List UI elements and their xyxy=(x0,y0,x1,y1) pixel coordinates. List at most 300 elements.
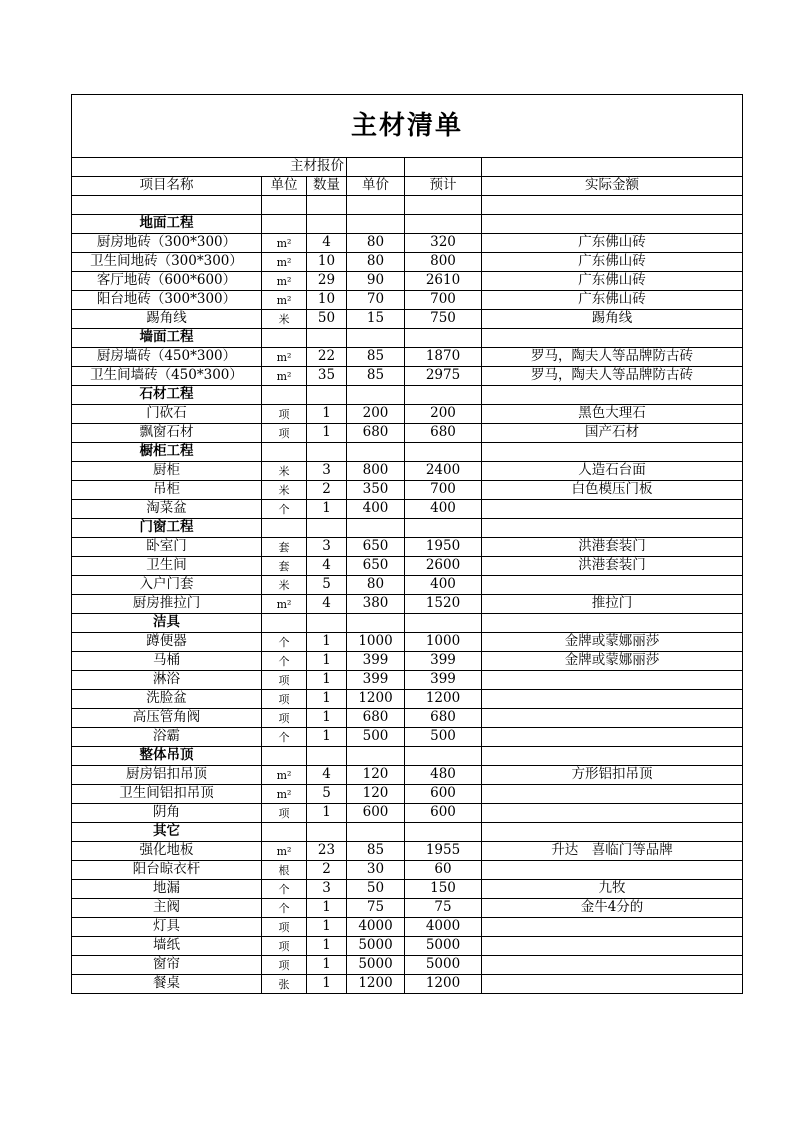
cell-qty: 3 xyxy=(307,462,347,481)
table-row xyxy=(72,538,743,557)
cell-note: 罗马，陶夫人等品牌防古砖 xyxy=(482,348,743,367)
cell-note: 金牌或蒙娜丽莎 xyxy=(482,633,743,652)
header-unit: 单位 xyxy=(262,177,307,196)
cell-note xyxy=(482,500,743,519)
cell-estimate: 399 xyxy=(405,652,482,671)
cell-price: 4000 xyxy=(347,918,405,937)
table-row xyxy=(72,367,743,386)
section-row xyxy=(72,519,743,538)
quote-label: 主材报价 xyxy=(72,158,347,177)
cell-estimate xyxy=(405,443,482,462)
cell-price: 1200 xyxy=(347,975,405,994)
cell-price: 600 xyxy=(347,804,405,823)
header-estimate: 预计 xyxy=(405,177,482,196)
table-row xyxy=(72,652,743,671)
cell-estimate: 600 xyxy=(405,804,482,823)
table-row xyxy=(72,728,743,747)
cell-name: 入户门套 xyxy=(72,576,262,595)
cell-name xyxy=(72,196,262,215)
section-row xyxy=(72,823,743,842)
cell-unit: m² xyxy=(262,766,307,785)
cell-qty: 1 xyxy=(307,500,347,519)
cell-qty: 1 xyxy=(307,690,347,709)
cell-price xyxy=(347,747,405,766)
header-actual: 实际金额 xyxy=(482,177,743,196)
cell-unit: 根 xyxy=(262,861,307,880)
table-row xyxy=(72,557,743,576)
cell-unit: 米 xyxy=(262,310,307,329)
cell-price: 80 xyxy=(347,234,405,253)
cell-note xyxy=(482,709,743,728)
table-row xyxy=(72,405,743,424)
section-title: 其它 xyxy=(72,823,262,842)
cell-qty: 5 xyxy=(307,576,347,595)
cell-estimate: 480 xyxy=(405,766,482,785)
cell-qty: 10 xyxy=(307,291,347,310)
cell-estimate: 320 xyxy=(405,234,482,253)
cell-price: 80 xyxy=(347,576,405,595)
cell-price xyxy=(347,443,405,462)
cell-name: 厨房推拉门 xyxy=(72,595,262,614)
section-title: 石材工程 xyxy=(72,386,262,405)
cell-qty xyxy=(307,823,347,842)
cell-name: 飘窗石材 xyxy=(72,424,262,443)
title-row xyxy=(72,95,743,158)
cell-qty: 1 xyxy=(307,918,347,937)
cell-qty: 3 xyxy=(307,880,347,899)
table-row xyxy=(72,880,743,899)
cell-name: 地漏 xyxy=(72,880,262,899)
cell-unit: 套 xyxy=(262,538,307,557)
table-row xyxy=(72,462,743,481)
cell-name: 马桶 xyxy=(72,652,262,671)
cell-qty xyxy=(307,386,347,405)
cell-estimate: 700 xyxy=(405,291,482,310)
cell-qty: 1 xyxy=(307,633,347,652)
cell-estimate: 399 xyxy=(405,671,482,690)
cell-price: 30 xyxy=(347,861,405,880)
cell-qty: 1 xyxy=(307,424,347,443)
cell-name: 墙纸 xyxy=(72,937,262,956)
cell-note: 广东佛山砖 xyxy=(482,234,743,253)
table-row xyxy=(72,595,743,614)
cell-unit: m² xyxy=(262,367,307,386)
cell-price xyxy=(347,823,405,842)
cell-qty: 1 xyxy=(307,671,347,690)
cell-note: 洪港套装门 xyxy=(482,557,743,576)
cell-unit xyxy=(262,443,307,462)
table-row xyxy=(72,956,743,975)
cell-qty: 1 xyxy=(307,899,347,918)
cell-name: 窗帘 xyxy=(72,956,262,975)
cell-price: 85 xyxy=(347,348,405,367)
cell-price: 1000 xyxy=(347,633,405,652)
cell-qty: 1 xyxy=(307,975,347,994)
cell-note: 推拉门 xyxy=(482,595,743,614)
cell-estimate xyxy=(405,386,482,405)
cell-unit: 项 xyxy=(262,671,307,690)
cell-qty: 23 xyxy=(307,842,347,861)
cell-note: 洪港套装门 xyxy=(482,538,743,557)
cell-unit: m² xyxy=(262,785,307,804)
cell-estimate: 60 xyxy=(405,861,482,880)
cell-unit: m² xyxy=(262,272,307,291)
cell-price xyxy=(347,519,405,538)
cell-qty: 2 xyxy=(307,861,347,880)
section-title: 洁具 xyxy=(72,614,262,633)
section-title: 地面工程 xyxy=(72,215,262,234)
table-row xyxy=(72,690,743,709)
cell-unit: 个 xyxy=(262,500,307,519)
cell-price: 120 xyxy=(347,766,405,785)
cell-qty: 1 xyxy=(307,804,347,823)
section-row xyxy=(72,614,743,633)
cell-unit: 个 xyxy=(262,633,307,652)
header-price: 单价 xyxy=(347,177,405,196)
cell-price: 50 xyxy=(347,880,405,899)
cell-qty: 1 xyxy=(307,956,347,975)
section-row xyxy=(72,747,743,766)
cell-unit: m² xyxy=(262,595,307,614)
sheet-title: 主材清单 xyxy=(72,95,743,158)
cell-qty: 2 xyxy=(307,481,347,500)
cell-name: 阴角 xyxy=(72,804,262,823)
cell-unit: 套 xyxy=(262,557,307,576)
cell-note xyxy=(482,519,743,538)
cell-name: 厨房地砖（300*300） xyxy=(72,234,262,253)
cell-price: 650 xyxy=(347,538,405,557)
cell-estimate: 600 xyxy=(405,785,482,804)
cell-estimate: 750 xyxy=(405,310,482,329)
cell-qty xyxy=(307,215,347,234)
cell-price: 85 xyxy=(347,842,405,861)
table-row xyxy=(72,310,743,329)
cell-estimate: 2610 xyxy=(405,272,482,291)
cell-qty: 1 xyxy=(307,652,347,671)
cell-note: 罗马，陶夫人等品牌防古砖 xyxy=(482,367,743,386)
cell-name: 浴霸 xyxy=(72,728,262,747)
table-row xyxy=(72,348,743,367)
cell-unit xyxy=(262,823,307,842)
cell-note xyxy=(482,671,743,690)
cell-estimate: 500 xyxy=(405,728,482,747)
cell-name: 门砍石 xyxy=(72,405,262,424)
cell-note xyxy=(482,329,743,348)
cell-note xyxy=(482,747,743,766)
table-row xyxy=(72,709,743,728)
cell-unit: 米 xyxy=(262,481,307,500)
cell-name: 厨柜 xyxy=(72,462,262,481)
cell-price xyxy=(347,386,405,405)
cell-price xyxy=(347,329,405,348)
section-row xyxy=(72,443,743,462)
cell-note xyxy=(482,215,743,234)
cell-note xyxy=(482,196,743,215)
cell-price: 80 xyxy=(347,253,405,272)
header-row xyxy=(72,177,743,196)
quote-row xyxy=(72,158,743,177)
cell-qty: 4 xyxy=(307,234,347,253)
cell-note: 金牛4分的 xyxy=(482,899,743,918)
cell-price: 200 xyxy=(347,405,405,424)
cell-price: 350 xyxy=(347,481,405,500)
cell-price: 5000 xyxy=(347,956,405,975)
cell-qty xyxy=(307,329,347,348)
table-row xyxy=(72,975,743,994)
cell-note xyxy=(482,690,743,709)
cell-price: 15 xyxy=(347,310,405,329)
cell-note xyxy=(482,956,743,975)
cell-unit: 项 xyxy=(262,804,307,823)
cell-estimate: 5000 xyxy=(405,956,482,975)
table-row xyxy=(72,671,743,690)
cell-note xyxy=(482,937,743,956)
cell-price: 70 xyxy=(347,291,405,310)
table-row xyxy=(72,899,743,918)
cell-estimate: 1870 xyxy=(405,348,482,367)
table-row xyxy=(72,804,743,823)
quote-cell xyxy=(405,158,482,177)
cell-note xyxy=(482,804,743,823)
cell-note: 金牌或蒙娜丽莎 xyxy=(482,652,743,671)
cell-unit xyxy=(262,196,307,215)
cell-qty: 1 xyxy=(307,728,347,747)
cell-unit: 项 xyxy=(262,956,307,975)
cell-name: 厨房铝扣吊顶 xyxy=(72,766,262,785)
cell-price: 500 xyxy=(347,728,405,747)
cell-name: 踢角线 xyxy=(72,310,262,329)
cell-price: 5000 xyxy=(347,937,405,956)
cell-note xyxy=(482,975,743,994)
material-list-table xyxy=(71,94,743,994)
cell-estimate xyxy=(405,823,482,842)
cell-estimate: 1520 xyxy=(405,595,482,614)
cell-note: 国产石材 xyxy=(482,424,743,443)
table-row xyxy=(72,842,743,861)
table-row xyxy=(72,234,743,253)
cell-estimate: 400 xyxy=(405,500,482,519)
cell-unit: 项 xyxy=(262,424,307,443)
header-name: 项目名称 xyxy=(72,177,262,196)
cell-name: 卫生间地砖（300*300） xyxy=(72,253,262,272)
table-row xyxy=(72,500,743,519)
cell-price xyxy=(347,196,405,215)
cell-qty xyxy=(307,747,347,766)
cell-price xyxy=(347,215,405,234)
cell-estimate: 1955 xyxy=(405,842,482,861)
cell-note: 方形铝扣吊顶 xyxy=(482,766,743,785)
cell-qty: 1 xyxy=(307,405,347,424)
cell-name: 厨房墙砖（450*300） xyxy=(72,348,262,367)
table-row xyxy=(72,424,743,443)
cell-unit: m² xyxy=(262,291,307,310)
cell-note: 白色模压门板 xyxy=(482,481,743,500)
cell-qty: 22 xyxy=(307,348,347,367)
cell-unit: 个 xyxy=(262,652,307,671)
cell-note xyxy=(482,918,743,937)
cell-estimate: 2400 xyxy=(405,462,482,481)
cell-note xyxy=(482,386,743,405)
cell-unit: 张 xyxy=(262,975,307,994)
cell-qty xyxy=(307,519,347,538)
cell-name: 强化地板 xyxy=(72,842,262,861)
cell-unit xyxy=(262,614,307,633)
cell-qty: 1 xyxy=(307,709,347,728)
cell-price: 90 xyxy=(347,272,405,291)
cell-price: 1200 xyxy=(347,690,405,709)
cell-price xyxy=(347,614,405,633)
cell-estimate: 75 xyxy=(405,899,482,918)
cell-name: 阳台地砖（300*300） xyxy=(72,291,262,310)
cell-name: 高压管角阀 xyxy=(72,709,262,728)
cell-qty: 3 xyxy=(307,538,347,557)
cell-qty xyxy=(307,614,347,633)
cell-qty: 4 xyxy=(307,595,347,614)
cell-unit: 项 xyxy=(262,690,307,709)
cell-note xyxy=(482,728,743,747)
cell-estimate: 150 xyxy=(405,880,482,899)
cell-estimate xyxy=(405,614,482,633)
cell-name: 卫生间墙砖（450*300） xyxy=(72,367,262,386)
cell-name: 餐桌 xyxy=(72,975,262,994)
cell-unit: 个 xyxy=(262,880,307,899)
table-row xyxy=(72,633,743,652)
cell-qty: 4 xyxy=(307,766,347,785)
cell-estimate xyxy=(405,747,482,766)
cell-qty xyxy=(307,196,347,215)
cell-price: 75 xyxy=(347,899,405,918)
section-title: 门窗工程 xyxy=(72,519,262,538)
cell-qty: 5 xyxy=(307,785,347,804)
cell-unit: m² xyxy=(262,842,307,861)
cell-estimate: 2600 xyxy=(405,557,482,576)
table-row xyxy=(72,576,743,595)
cell-name: 卫生间 xyxy=(72,557,262,576)
cell-note: 踢角线 xyxy=(482,310,743,329)
cell-estimate: 700 xyxy=(405,481,482,500)
table-row xyxy=(72,937,743,956)
cell-name: 灯具 xyxy=(72,918,262,937)
cell-note: 广东佛山砖 xyxy=(482,253,743,272)
cell-note: 升达 喜临门等品牌 xyxy=(482,842,743,861)
section-row xyxy=(72,386,743,405)
cell-estimate: 680 xyxy=(405,424,482,443)
section-title: 墙面工程 xyxy=(72,329,262,348)
cell-unit: m² xyxy=(262,234,307,253)
table-row xyxy=(72,253,743,272)
cell-unit: m² xyxy=(262,348,307,367)
quote-cell xyxy=(347,158,405,177)
cell-note: 黑色大理石 xyxy=(482,405,743,424)
cell-price: 800 xyxy=(347,462,405,481)
cell-qty: 4 xyxy=(307,557,347,576)
cell-note xyxy=(482,861,743,880)
cell-price: 399 xyxy=(347,652,405,671)
cell-note xyxy=(482,443,743,462)
cell-unit: 个 xyxy=(262,899,307,918)
cell-unit: 项 xyxy=(262,709,307,728)
section-title: 整体吊顶 xyxy=(72,747,262,766)
cell-estimate: 1200 xyxy=(405,690,482,709)
table-row xyxy=(72,272,743,291)
cell-unit: 项 xyxy=(262,937,307,956)
cell-name: 客厅地砖（600*600） xyxy=(72,272,262,291)
cell-estimate xyxy=(405,519,482,538)
cell-estimate: 800 xyxy=(405,253,482,272)
cell-estimate xyxy=(405,196,482,215)
table-row xyxy=(72,291,743,310)
cell-unit: 米 xyxy=(262,462,307,481)
cell-note: 广东佛山砖 xyxy=(482,291,743,310)
cell-name: 淋浴 xyxy=(72,671,262,690)
cell-unit xyxy=(262,215,307,234)
cell-unit xyxy=(262,747,307,766)
cell-name: 主阀 xyxy=(72,899,262,918)
cell-qty xyxy=(307,443,347,462)
cell-unit xyxy=(262,386,307,405)
cell-estimate: 2975 xyxy=(405,367,482,386)
cell-unit xyxy=(262,329,307,348)
cell-note: 广东佛山砖 xyxy=(482,272,743,291)
cell-note xyxy=(482,785,743,804)
cell-note: 人造石台面 xyxy=(482,462,743,481)
cell-estimate: 5000 xyxy=(405,937,482,956)
cell-price: 650 xyxy=(347,557,405,576)
cell-price: 400 xyxy=(347,500,405,519)
cell-unit xyxy=(262,519,307,538)
cell-unit: m² xyxy=(262,253,307,272)
cell-qty: 1 xyxy=(307,937,347,956)
section-row xyxy=(72,329,743,348)
cell-note xyxy=(482,614,743,633)
cell-estimate: 400 xyxy=(405,576,482,595)
cell-qty: 50 xyxy=(307,310,347,329)
table-row xyxy=(72,785,743,804)
cell-qty: 10 xyxy=(307,253,347,272)
cell-name: 卧室门 xyxy=(72,538,262,557)
cell-estimate xyxy=(405,215,482,234)
cell-note xyxy=(482,576,743,595)
cell-unit: 米 xyxy=(262,576,307,595)
cell-price: 380 xyxy=(347,595,405,614)
blank-row xyxy=(72,196,743,215)
cell-qty: 35 xyxy=(307,367,347,386)
cell-price: 680 xyxy=(347,709,405,728)
cell-estimate: 1950 xyxy=(405,538,482,557)
cell-unit: 项 xyxy=(262,405,307,424)
cell-name: 吊柜 xyxy=(72,481,262,500)
cell-estimate: 4000 xyxy=(405,918,482,937)
cell-unit: 个 xyxy=(262,728,307,747)
cell-name: 蹲便器 xyxy=(72,633,262,652)
cell-estimate: 200 xyxy=(405,405,482,424)
table-row xyxy=(72,481,743,500)
cell-estimate: 680 xyxy=(405,709,482,728)
section-row xyxy=(72,215,743,234)
cell-price: 680 xyxy=(347,424,405,443)
cell-name: 阳台晾衣杆 xyxy=(72,861,262,880)
cell-price: 399 xyxy=(347,671,405,690)
section-title: 橱柜工程 xyxy=(72,443,262,462)
cell-name: 洗脸盆 xyxy=(72,690,262,709)
cell-estimate xyxy=(405,329,482,348)
cell-note: 九牧 xyxy=(482,880,743,899)
cell-name: 卫生间铝扣吊顶 xyxy=(72,785,262,804)
cell-name: 淘菜盆 xyxy=(72,500,262,519)
cell-note xyxy=(482,823,743,842)
cell-unit: 项 xyxy=(262,918,307,937)
table-row xyxy=(72,918,743,937)
